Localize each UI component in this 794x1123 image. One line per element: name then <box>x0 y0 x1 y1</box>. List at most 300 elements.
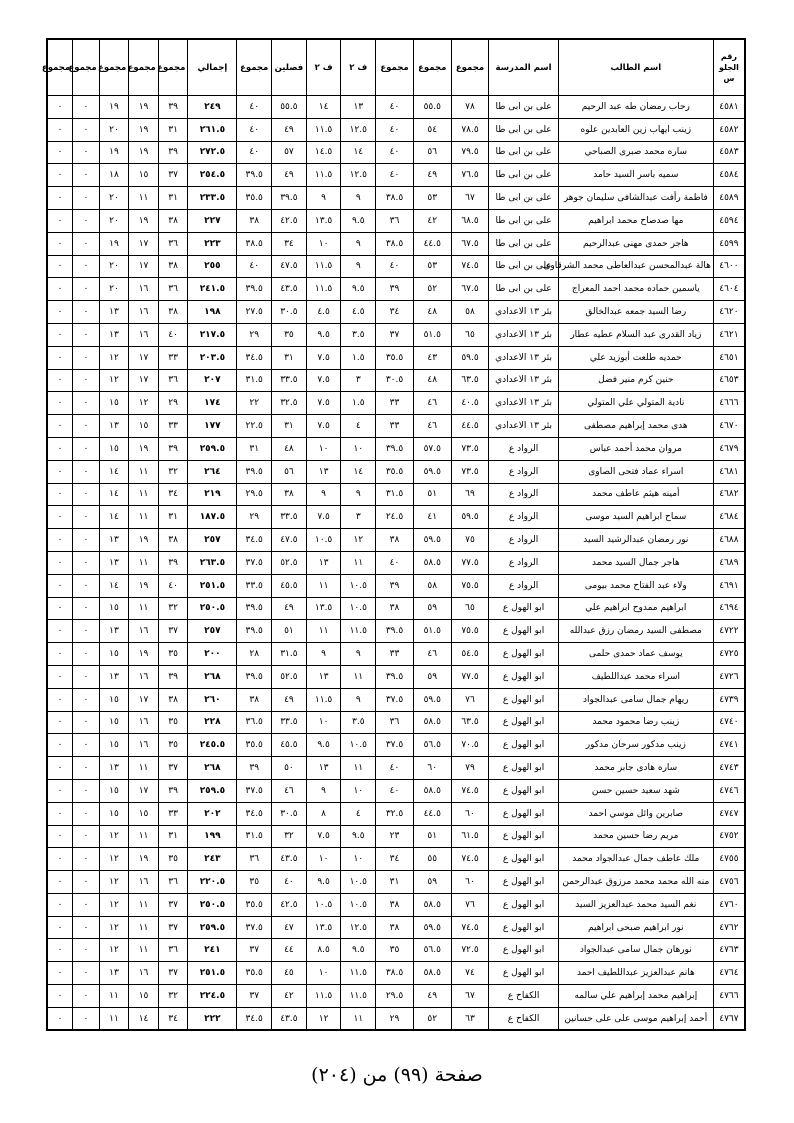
header-seat-number: رقم الجلو س <box>713 39 745 96</box>
term-2-b-cell: ١٠ <box>306 962 341 985</box>
two-terms-cell: ٤٩ <box>272 688 307 711</box>
sum-6-cell: ١١ <box>129 187 159 210</box>
sum-5-cell: ٣٨ <box>158 688 188 711</box>
sum-7-cell: ١٤ <box>99 506 129 529</box>
header-sum-9: مجموع <box>47 39 73 96</box>
seat-number-cell: ٤٥٨١ <box>713 96 745 119</box>
sum-7-cell: ٢٠ <box>99 255 129 278</box>
grand-total-cell: ٢٤٥.٥ <box>188 734 237 757</box>
sum-2-cell: ٥٩ <box>413 871 451 894</box>
student-name-cell: رضا السيد جمعه عبدالخالق <box>558 301 713 324</box>
sum-3-cell: ٣٤ <box>376 301 414 324</box>
sum-9-cell: ٠ <box>47 848 73 871</box>
sum-9-cell: ٠ <box>47 301 73 324</box>
sum-1-cell: ٦٧ <box>451 187 489 210</box>
term-2-a-cell: ١٠ <box>341 848 376 871</box>
sum-5-cell: ٣٩ <box>158 141 188 164</box>
sum-6-cell: ١٦ <box>129 323 159 346</box>
sum-8-cell: ٠ <box>73 187 100 210</box>
sum-9-cell: ٠ <box>47 985 73 1008</box>
sum-9-cell: ٠ <box>47 1007 73 1030</box>
student-name-cell: زينب ايهاب زين العابدين علوه <box>558 118 713 141</box>
student-name-cell: هانم عبدالعزيز عبداللطيف احمد <box>558 962 713 985</box>
term-2-a-cell: ١٠.٥ <box>341 893 376 916</box>
sum-3-cell: ٣٥.٥ <box>376 346 414 369</box>
student-name-cell: سميه باسر السيد حامد <box>558 164 713 187</box>
sum-4-cell: ٣٨ <box>237 209 272 232</box>
seat-number-cell: ٤٦٨٤ <box>713 506 745 529</box>
sum-6-cell: ١٩ <box>129 848 159 871</box>
two-terms-cell: ٤٩ <box>272 164 307 187</box>
grand-total-cell: ٢٥٧ <box>188 529 237 552</box>
sum-1-cell: ٧٣.٥ <box>451 460 489 483</box>
sum-5-cell: ٣٩ <box>158 551 188 574</box>
sum-1-cell: ٦٥ <box>451 323 489 346</box>
term-2-a-cell: ٩ <box>341 255 376 278</box>
school-name-cell: ابو الهول ع <box>489 825 558 848</box>
term-2-b-cell: ٩.٥ <box>306 323 341 346</box>
seat-number-cell: ٤٦٥١ <box>713 346 745 369</box>
sum-3-cell: ٣٩ <box>376 574 414 597</box>
sum-6-cell: ١٩ <box>129 643 159 666</box>
sum-9-cell: ٠ <box>47 893 73 916</box>
sum-9-cell: ٠ <box>47 141 73 164</box>
sum-6-cell: ١٧ <box>129 688 159 711</box>
term-2-b-cell: ٧.٥ <box>306 346 341 369</box>
sum-3-cell: ٣٣ <box>376 392 414 415</box>
two-terms-cell: ٣٣.٥ <box>272 711 307 734</box>
sum-9-cell: ٠ <box>47 962 73 985</box>
sum-2-cell: ٥٣ <box>413 255 451 278</box>
two-terms-cell: ٣٠.٥ <box>272 301 307 324</box>
school-name-cell: ابو الهول ع <box>489 665 558 688</box>
term-2-a-cell: ١٠.٥ <box>341 734 376 757</box>
term-2-a-cell: ١١.٥ <box>341 962 376 985</box>
sum-1-cell: ٧٣.٥ <box>451 437 489 460</box>
sum-9-cell: ٠ <box>47 232 73 255</box>
sum-2-cell: ٤٤.٥ <box>413 232 451 255</box>
sum-8-cell: ٠ <box>73 506 100 529</box>
term-2-b-cell: ١٠ <box>306 711 341 734</box>
sum-2-cell: ٥٦.٥ <box>413 734 451 757</box>
two-terms-cell: ٤٥.٥ <box>272 574 307 597</box>
grades-table <box>41 38 746 1031</box>
seat-number-cell: ٤٧٦٤ <box>713 962 745 985</box>
sum-5-cell: ٣٥ <box>158 734 188 757</box>
sum-5-cell: ٣٥ <box>158 643 188 666</box>
sum-9-cell: ٠ <box>47 506 73 529</box>
sum-4-cell: ٣٦ <box>237 848 272 871</box>
student-name-cell: ريهام جمال سامى عبدالجواد <box>558 688 713 711</box>
grand-total-cell: ٢٥١.٥ <box>188 574 237 597</box>
two-terms-cell: ٥٥.٥ <box>272 96 307 119</box>
sum-9-cell: ٠ <box>47 187 73 210</box>
seat-number-cell: ٤٦٩١ <box>713 574 745 597</box>
sum-4-cell: ٢٧.٥ <box>237 301 272 324</box>
sum-8-cell: ٠ <box>73 392 100 415</box>
student-name-cell: هدى محمد إبراهيم مصطفى <box>558 415 713 438</box>
sum-3-cell: ٤٠ <box>376 164 414 187</box>
sum-4-cell: ٤٠ <box>237 96 272 119</box>
sum-4-cell: ٤٠ <box>237 255 272 278</box>
seat-number-cell: ٤٧٢٦ <box>713 665 745 688</box>
sum-9-cell: ٠ <box>47 688 73 711</box>
sum-2-cell: ٦٠ <box>413 757 451 780</box>
two-terms-cell: ٣٢.٥ <box>272 392 307 415</box>
sum-8-cell: ٠ <box>73 483 100 506</box>
sum-9-cell: ٠ <box>47 551 73 574</box>
sum-8-cell: ٠ <box>73 893 100 916</box>
sum-6-cell: ١٥ <box>129 164 159 187</box>
table-row <box>47 597 745 620</box>
school-name-cell: بئر ١٣ الاعدادي <box>489 323 558 346</box>
sum-8-cell: ٠ <box>73 802 100 825</box>
grand-total-cell: ٢٢٨ <box>188 711 237 734</box>
sum-8-cell: ٠ <box>73 871 100 894</box>
sum-6-cell: ١٩ <box>129 209 159 232</box>
sum-7-cell: ١٥ <box>99 779 129 802</box>
sum-7-cell: ١٥ <box>99 597 129 620</box>
sum-4-cell: ٣٥.٥ <box>237 187 272 210</box>
table-row <box>47 346 745 369</box>
student-name-cell: مريم رضا حسين محمد <box>558 825 713 848</box>
school-name-cell: الرواد ع <box>489 529 558 552</box>
header-sum-6: مجموع <box>129 39 159 96</box>
sum-2-cell: ٥٨.٥ <box>413 551 451 574</box>
header-sum-2: مجموع <box>413 39 451 96</box>
grand-total-cell: ٢٦٣.٥ <box>188 551 237 574</box>
sum-5-cell: ٣٣ <box>158 346 188 369</box>
term-2-a-cell: ١٤ <box>341 141 376 164</box>
grand-total-cell: ٢٤٣ <box>188 848 237 871</box>
sum-6-cell: ١٦ <box>129 962 159 985</box>
sum-9-cell: ٠ <box>47 529 73 552</box>
sum-7-cell: ١٣ <box>99 323 129 346</box>
student-name-cell: فاطمة رأفت عبدالشافى سليمان جوهر <box>558 187 713 210</box>
sum-5-cell: ٣٤ <box>158 1007 188 1030</box>
sum-3-cell: ٣٣ <box>376 415 414 438</box>
sum-2-cell: ٥٣ <box>413 187 451 210</box>
grand-total-cell: ٢٠٠ <box>188 643 237 666</box>
two-terms-cell: ٥٦ <box>272 460 307 483</box>
sum-4-cell: ٣٤.٥ <box>237 529 272 552</box>
sum-8-cell: ٠ <box>73 346 100 369</box>
sum-7-cell: ١٤ <box>99 460 129 483</box>
sum-5-cell: ٤٠ <box>158 574 188 597</box>
sum-8-cell: ٠ <box>73 232 100 255</box>
sum-6-cell: ١٧ <box>129 346 159 369</box>
two-terms-cell: ٣٠.٥ <box>272 802 307 825</box>
sum-7-cell: ١٢ <box>99 825 129 848</box>
sum-2-cell: ٤٨ <box>413 301 451 324</box>
seat-number-cell: ٤٧٤٠ <box>713 711 745 734</box>
sum-7-cell: ١٣ <box>99 665 129 688</box>
term-2-a-cell: ١١.٥ <box>341 620 376 643</box>
sum-3-cell: ٣٩ <box>376 278 414 301</box>
student-name-cell: صابرين وائل موسي احمد <box>558 802 713 825</box>
student-name-cell: اسراء محمد عبداللطيف <box>558 665 713 688</box>
sum-2-cell: ٤٩ <box>413 985 451 1008</box>
sum-7-cell: ١٣ <box>99 962 129 985</box>
seat-number-cell: ٤٧٦٣ <box>713 939 745 962</box>
table-row <box>47 506 745 529</box>
sum-2-cell: ٥٩.٥ <box>413 529 451 552</box>
sum-8-cell: ٠ <box>73 460 100 483</box>
table-row <box>47 278 745 301</box>
two-terms-cell: ٣٥ <box>272 323 307 346</box>
sum-4-cell: ٤٠ <box>237 118 272 141</box>
sum-8-cell: ٠ <box>73 141 100 164</box>
term-2-b-cell: ٨.٥ <box>306 939 341 962</box>
sum-1-cell: ٤٠.٥ <box>451 392 489 415</box>
sum-2-cell: ٥٢ <box>413 278 451 301</box>
sum-4-cell: ٣١.٥ <box>237 369 272 392</box>
term-2-b-cell: ١١.٥ <box>306 255 341 278</box>
two-terms-cell: ٤٧.٥ <box>272 255 307 278</box>
sum-4-cell: ٣٤.٥ <box>237 802 272 825</box>
sum-1-cell: ٤٤.٥ <box>451 415 489 438</box>
sum-3-cell: ٣٧ <box>376 323 414 346</box>
sum-1-cell: ٧٥.٥ <box>451 574 489 597</box>
sum-9-cell: ٠ <box>47 825 73 848</box>
seat-number-cell: ٤٥٨٤ <box>713 164 745 187</box>
sum-8-cell: ٠ <box>73 757 100 780</box>
sum-8-cell: ٠ <box>73 665 100 688</box>
sum-2-cell: ٥٩.٥ <box>413 916 451 939</box>
table-row <box>47 757 745 780</box>
sum-7-cell: ١٢ <box>99 939 129 962</box>
table-row <box>47 529 745 552</box>
school-name-cell: ابو الهول ع <box>489 802 558 825</box>
term-2-a-cell: ١.٥ <box>341 346 376 369</box>
sum-4-cell: ٣٥ <box>237 871 272 894</box>
student-name-cell: منه الله محمد محمد مرزوق عبدالرحمن <box>558 871 713 894</box>
sum-5-cell: ٣٦ <box>158 278 188 301</box>
sum-7-cell: ١١ <box>99 1007 129 1030</box>
seat-number-cell: ٤٥٨٢ <box>713 118 745 141</box>
table-row <box>47 848 745 871</box>
term-2-b-cell: ١١.٥ <box>306 118 341 141</box>
term-2-a-cell: ٣.٥ <box>341 323 376 346</box>
sum-5-cell: ٣٥ <box>158 711 188 734</box>
sum-7-cell: ٢٠ <box>99 278 129 301</box>
term-2-a-cell: ٣ <box>341 369 376 392</box>
sum-8-cell: ٠ <box>73 916 100 939</box>
table-row <box>47 1007 745 1030</box>
sum-1-cell: ٧٨ <box>451 96 489 119</box>
sum-8-cell: ٠ <box>73 1007 100 1030</box>
seat-number-cell: ٤٦٨٩ <box>713 551 745 574</box>
sum-5-cell: ٣٧ <box>158 620 188 643</box>
student-name-cell: أحمد إبراهيم موسى على على حسانين <box>558 1007 713 1030</box>
sum-7-cell: ١٢ <box>99 848 129 871</box>
sum-6-cell: ١٧ <box>129 779 159 802</box>
two-terms-cell: ٣٨ <box>272 483 307 506</box>
sum-2-cell: ٤١ <box>413 506 451 529</box>
sum-1-cell: ٧٥ <box>451 529 489 552</box>
term-2-b-cell: ٧.٥ <box>306 369 341 392</box>
student-name-cell: هاجر جمال السيد محمد <box>558 551 713 574</box>
sum-6-cell: ١٦ <box>129 734 159 757</box>
sum-3-cell: ٤٠ <box>376 779 414 802</box>
seat-number-cell: ٤٧٤٣ <box>713 757 745 780</box>
school-name-cell: على بن ابى طا <box>489 232 558 255</box>
sum-7-cell: ١٣ <box>99 757 129 780</box>
sum-4-cell: ٣٤.٥ <box>237 1007 272 1030</box>
student-name-cell: هالة عبدالمحسن عبدالعاطى محمد الشرقاوى <box>558 255 713 278</box>
sum-7-cell: ١٥ <box>99 711 129 734</box>
table-row <box>47 232 745 255</box>
sum-5-cell: ٣١ <box>158 825 188 848</box>
sum-9-cell: ٠ <box>47 871 73 894</box>
term-2-b-cell: ١٠.٥ <box>306 893 341 916</box>
seat-number-cell: ٤٧٢٥ <box>713 643 745 666</box>
table-row <box>47 164 745 187</box>
sum-1-cell: ٥٨ <box>451 301 489 324</box>
sum-6-cell: ١٥ <box>129 985 159 1008</box>
sum-7-cell: ١٥ <box>99 802 129 825</box>
sum-6-cell: ١٦ <box>129 278 159 301</box>
sum-4-cell: ٣٩.٥ <box>237 620 272 643</box>
table-row <box>47 415 745 438</box>
term-2-a-cell: ١.٥ <box>341 392 376 415</box>
student-name-cell: نغم السيد محمد عبدالعزيز السيد <box>558 893 713 916</box>
sum-6-cell: ١٧ <box>129 255 159 278</box>
sum-9-cell: ٠ <box>47 392 73 415</box>
sum-6-cell: ١١ <box>129 506 159 529</box>
term-2-b-cell: ١٣ <box>306 665 341 688</box>
school-name-cell: على بن ابى طا <box>489 164 558 187</box>
sum-9-cell: ٠ <box>47 574 73 597</box>
term-2-a-cell: ٣.٥ <box>341 711 376 734</box>
term-2-b-cell: ١١ <box>306 620 341 643</box>
student-name-cell: مها صدصاح محمد ابراهيم <box>558 209 713 232</box>
sum-5-cell: ٣٧ <box>158 893 188 916</box>
two-terms-cell: ٥٢.٥ <box>272 665 307 688</box>
term-2-a-cell: ١٠.٥ <box>341 871 376 894</box>
sum-3-cell: ٣٨.٥ <box>376 962 414 985</box>
two-terms-cell: ٤٢.٥ <box>272 893 307 916</box>
table-row <box>47 985 745 1008</box>
sum-9-cell: ٠ <box>47 369 73 392</box>
sum-5-cell: ٣٧ <box>158 962 188 985</box>
sum-8-cell: ٠ <box>73 529 100 552</box>
sum-3-cell: ٣٧.٥ <box>376 734 414 757</box>
grand-total-cell: ٢٤١.٥ <box>188 278 237 301</box>
term-2-a-cell: ١١ <box>341 665 376 688</box>
sum-4-cell: ٣٩.٥ <box>237 164 272 187</box>
sum-4-cell: ٣٨.٥ <box>237 232 272 255</box>
term-2-b-cell: ١٠ <box>306 232 341 255</box>
grand-total-cell: ١٩٩ <box>188 825 237 848</box>
student-name-cell: أمينه هيثم عاطف محمد <box>558 483 713 506</box>
header-two-terms: فصلين <box>272 39 307 96</box>
school-name-cell: الرواد ع <box>489 506 558 529</box>
term-2-b-cell: ١٣ <box>306 460 341 483</box>
seat-number-cell: ٤٧٤١ <box>713 734 745 757</box>
term-2-b-cell: ١٣.٥ <box>306 209 341 232</box>
sum-1-cell: ٧٤.٥ <box>451 916 489 939</box>
sum-5-cell: ٤٠ <box>158 323 188 346</box>
school-name-cell: الكفاح ع <box>489 1007 558 1030</box>
student-name-cell: نور رمضان عبدالرشيد السيد <box>558 529 713 552</box>
sum-9-cell: ٠ <box>47 779 73 802</box>
school-name-cell: الرواد ع <box>489 551 558 574</box>
sum-4-cell: ٣٥.٥ <box>237 893 272 916</box>
sum-6-cell: ١٩ <box>129 96 159 119</box>
sum-6-cell: ١٢ <box>129 392 159 415</box>
sum-9-cell: ٠ <box>47 734 73 757</box>
school-name-cell: على بن ابى طا <box>489 118 558 141</box>
term-2-a-cell: ١٤ <box>341 460 376 483</box>
school-name-cell: الرواد ع <box>489 483 558 506</box>
sum-7-cell: ١٥ <box>99 643 129 666</box>
sum-4-cell: ٢٨ <box>237 643 272 666</box>
term-2-b-cell: ٩ <box>306 643 341 666</box>
sum-5-cell: ٣٩ <box>158 779 188 802</box>
grades-sheet <box>41 38 746 1031</box>
seat-number-cell: ٤٦٧٠ <box>713 415 745 438</box>
student-name-cell: ياسمين حماده محمد احمد المعراج <box>558 278 713 301</box>
table-row <box>47 643 745 666</box>
sum-3-cell: ٤٠ <box>376 118 414 141</box>
school-name-cell: الرواد ع <box>489 460 558 483</box>
grand-total-cell: ٢٧٢.٥ <box>188 141 237 164</box>
sum-2-cell: ٥٤ <box>413 118 451 141</box>
sum-9-cell: ٠ <box>47 757 73 780</box>
sum-8-cell: ٠ <box>73 209 100 232</box>
sum-5-cell: ٣٥ <box>158 848 188 871</box>
student-name-cell: نورهان جمال سامى عبدالجواد <box>558 939 713 962</box>
school-name-cell: الرواد ع <box>489 437 558 460</box>
two-terms-cell: ٥٠ <box>272 757 307 780</box>
sum-3-cell: ٣٦ <box>376 209 414 232</box>
seat-number-cell: ٤٦٠٤ <box>713 278 745 301</box>
table-row <box>47 460 745 483</box>
school-name-cell: بئر ١٣ الاعدادي <box>489 369 558 392</box>
sum-1-cell: ٧٤.٥ <box>451 255 489 278</box>
two-terms-cell: ٤٣.٥ <box>272 1007 307 1030</box>
sum-1-cell: ٥٩.٥ <box>451 506 489 529</box>
term-2-a-cell: ٩ <box>341 187 376 210</box>
table-row <box>47 871 745 894</box>
school-name-cell: على بن ابى طا <box>489 187 558 210</box>
sum-1-cell: ٦٠ <box>451 802 489 825</box>
sum-6-cell: ١٦ <box>129 711 159 734</box>
sum-7-cell: ١٢ <box>99 871 129 894</box>
table-row <box>47 688 745 711</box>
sum-8-cell: ٠ <box>73 118 100 141</box>
sum-3-cell: ٣٨.٥ <box>376 232 414 255</box>
sum-7-cell: ١٢ <box>99 916 129 939</box>
seat-number-cell: ٤٥٨٣ <box>713 141 745 164</box>
sum-2-cell: ٤٤.٥ <box>413 802 451 825</box>
sum-2-cell: ٥٦.٥ <box>413 939 451 962</box>
sum-1-cell: ٧٤ <box>451 962 489 985</box>
sum-7-cell: ١٥ <box>99 437 129 460</box>
sum-7-cell: ١٩ <box>99 96 129 119</box>
table-row <box>47 939 745 962</box>
sum-3-cell: ٤٠ <box>376 757 414 780</box>
sum-8-cell: ٠ <box>73 574 100 597</box>
student-name-cell: يوسف عماد حمدى حلمى <box>558 643 713 666</box>
sum-1-cell: ٧٩ <box>451 757 489 780</box>
term-2-b-cell: ١٣.٥ <box>306 597 341 620</box>
two-terms-cell: ٤٨ <box>272 437 307 460</box>
sum-8-cell: ٠ <box>73 96 100 119</box>
sum-7-cell: ١٨ <box>99 164 129 187</box>
sum-1-cell: ٥٤.٥ <box>451 643 489 666</box>
